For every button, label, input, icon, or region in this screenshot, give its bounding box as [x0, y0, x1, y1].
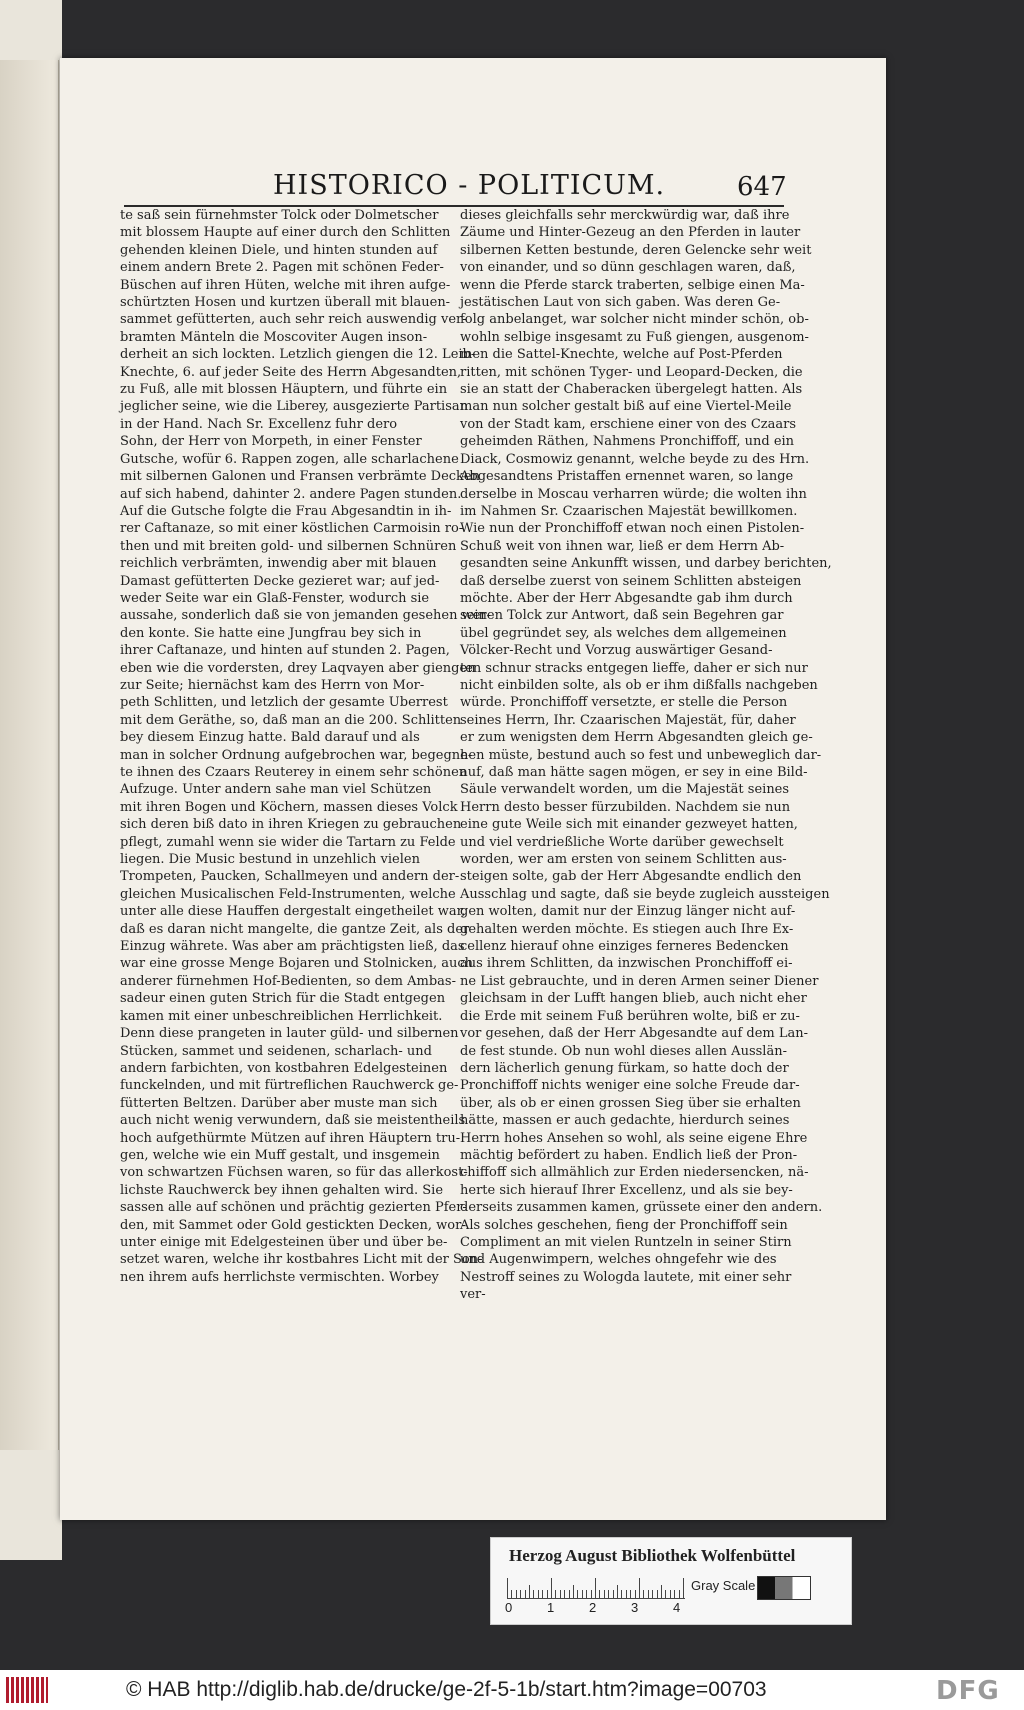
ruler-tick [595, 1578, 596, 1598]
text-line: den, mit Sammet oder Gold gestickten Decken, wor- [120, 1217, 466, 1233]
ruler-tick [643, 1590, 644, 1598]
text-line: Diack, Cosmowiz genannt, welche beyde zu des Hrn. [460, 451, 810, 467]
text-line: den konte. Sie hatte eine Jungfrau bey sich in [120, 625, 422, 641]
text-line: Völcker-Recht und Vorzug auswärtiger Gesand- [460, 643, 773, 659]
text-line: sie an statt der Chaberacken übergelegt hatten. Als [460, 382, 803, 398]
text-line: vor gesehen, daß der Herr Abgesandte auf dem Lan- [460, 1026, 809, 1042]
text-line: sich deren biß dato in ihren Kriegen zu gebrauchen [120, 817, 462, 833]
ruler-tick [507, 1578, 508, 1598]
ruler-tick [542, 1590, 543, 1598]
text-line: liegen. Die Music bestund in unzehlich vielen [120, 852, 420, 868]
ruler-tick [599, 1590, 600, 1598]
text-line: Trompeten, Paucken, Schallmeyen und andern der- [120, 869, 460, 885]
text-line: derselbe in Moscau verharren würde; die wolten ihn [460, 486, 807, 502]
text-line: weder Seite war ein Glaß-Fenster, wodurch sie [120, 590, 430, 606]
text-line: aussahe, sonderlich daß sie von jemanden gesehen wer- [120, 608, 492, 624]
ruler-tick [555, 1590, 556, 1598]
text-line: daß es daran nicht mangelte, die gantze Zeit, als der [120, 921, 470, 937]
text-line: de fest stunde. Ob nun wohl dieses allen Ausslän- [460, 1043, 787, 1059]
text-column-left [120, 207, 492, 1286]
text-line: hätte, massen er auch gedachte, hierdurch seines [460, 1113, 790, 1129]
text-line: lichste Rauchwerck bey ihnen gehalten wird. Sie [120, 1182, 444, 1198]
text-line: gen, welche wie ein Muff gestalt, und insgemein [120, 1147, 440, 1163]
ruler-tick [674, 1590, 675, 1598]
ruler-tick [573, 1585, 574, 1598]
text-line: von einander, und so dünn geschlagen waren, daß, [460, 260, 796, 276]
ruler-tick [683, 1578, 684, 1598]
ruler-tick [533, 1590, 534, 1598]
text-line: then und mit breiten gold- und silbernen Schnüren [120, 538, 457, 554]
ruler-tick [648, 1590, 649, 1598]
text-line: sassen alle auf schönen und prächtig gezierten Pfer- [120, 1200, 467, 1216]
text-line: war eine grosse Menge Bojaren und Stolnicken, auch [120, 956, 474, 972]
viewer-footer [0, 1670, 1024, 1710]
text-line: cellenz hierauf ohne einziges ferneres Bedencken [460, 939, 789, 955]
ruler-tick [551, 1578, 552, 1598]
text-column-right [460, 207, 832, 1304]
text-line: jeglicher seine, wie die Liberey, ausgezierte Partisan [120, 399, 468, 415]
text-line: gleichen Musicalischen Feld-Instrumenten, welche [120, 886, 456, 902]
text-line: Pronchiffoff nichts weniger eine solche Freude dar- [460, 1078, 800, 1094]
text-line: daß derselbe zuerst von seinem Schlitten absteigen [460, 573, 802, 589]
scale-ruler [507, 1576, 685, 1599]
text-line: er zum wenigsten dem Herrn Abgesandten gleich ge- [460, 730, 813, 746]
ruler-tick [661, 1585, 662, 1598]
hab-logo-icon [6, 1677, 48, 1703]
text-line: Gutsche, wofür 6. Rappen zogen, alle scharlachene [120, 451, 459, 467]
text-line: steigen solte, gab der Herr Abgesandte endlich den [460, 869, 802, 885]
text-line: seines Herrn, Ihr. Czaarischen Majestät, für, daher [460, 712, 796, 728]
text-line: Denn diese prangeten in lauter güld- und silbernen [120, 1026, 459, 1042]
color-calibration-plate [490, 1537, 852, 1625]
ruler-tick [630, 1590, 631, 1598]
ruler-number: 4 [673, 1600, 681, 1615]
dfg-logo: DFG [936, 1676, 1000, 1706]
text-line: ne List gebrauchte, und in deren Armen seiner Diener [460, 973, 819, 989]
text-line: setzet waren, welche ihr kostbahres Licht mit der Son- [120, 1252, 483, 1268]
ruler-tick [621, 1590, 622, 1598]
ruler-tick [560, 1590, 561, 1598]
ruler-tick [639, 1578, 640, 1598]
text-line: Wie nun der Pronchiffoff etwan noch einen Pistolen- [460, 521, 805, 537]
text-line: jestätischen Laut von sich gaben. Was deren Ge- [460, 295, 781, 311]
text-line: Sohn, der Herr von Morpeth, in einer Fenster [120, 434, 422, 450]
ruler-tick [665, 1590, 666, 1598]
text-line: nicht einbilden solte, als ob er ihm dißfalls nachgeben [460, 677, 818, 693]
ruler-tick [516, 1590, 517, 1598]
text-line: te ihnen des Czaars Reuterey in einem sehr schönen [120, 765, 468, 780]
text-line: unter alle diese Hauffen dergestalt eingetheilet war, [120, 904, 466, 920]
text-line: gehenden kleinen Diele, und hinten stunden auf [120, 242, 438, 258]
text-line: übel gegründet sey, als welches dem allgemeinen [460, 625, 787, 641]
text-line: sadeur einen guten Strich für die Stadt entgegen [120, 991, 446, 1007]
text-line: sammet gefütterten, auch sehr reich auswendig ver- [120, 312, 467, 328]
text-line: mit ihren Bogen und Köchern, massen dieses Volck [120, 799, 458, 815]
text-line: men die Sattel-Knechte, welche auf Post-Pferden [460, 347, 783, 363]
text-line: unter einige mit Edelgesteinen über und über be- [120, 1234, 448, 1250]
text-line: pflegt, zumahl wenn sie wider die Tartarn zu Felde [120, 834, 456, 850]
ruler-tick [670, 1590, 671, 1598]
text-line: anderer fürnehmen Hof-Bedienten, so dem Ambas- [120, 973, 456, 989]
ruler-tick [652, 1590, 653, 1598]
running-header: HISTORICO - POLITICUM. [273, 170, 666, 201]
ruler-number: 1 [547, 1600, 555, 1615]
ruler-tick [586, 1590, 587, 1598]
text-line: nen ihrem aufs herrlichste vermischten. Worbey [120, 1269, 439, 1285]
text-line: silbernen Ketten bestunde, deren Gelencke sehr weit [460, 242, 812, 258]
ruler-tick [529, 1585, 530, 1598]
ruler-tick [564, 1590, 565, 1598]
text-line: mit blossem Haupte auf einer durch den Schlitten [120, 225, 451, 241]
text-line: würde. Pronchiffoff versetzte, er stelle die Person [460, 695, 788, 711]
text-line: fütterten Beltzen. Darüber aber muste man sich [120, 1095, 438, 1111]
text-line: derheit an sich lockten. Letzlich giengen die 12. Leib- [120, 347, 476, 363]
ruler-number: 2 [589, 1600, 597, 1615]
text-line: und Augenwimpern, welches ohngefehr wie des [460, 1252, 777, 1268]
text-line: in der Hand. Nach Sr. Excellenz fuhr dero [120, 416, 398, 432]
text-line: ver- [460, 1287, 486, 1303]
text-line: mit dem Geräthe, so, daß man an die 200. Schlitten [120, 712, 462, 728]
text-line: mächtig befördert zu haben. Endlich ließ der Pron- [460, 1147, 798, 1163]
ruler-tick [608, 1590, 609, 1598]
text-line: auch nicht wenig verwundern, daß sie meistentheils [120, 1113, 466, 1129]
text-line: eben wie die vordersten, drey Laqvayen aber giengen [120, 660, 476, 676]
text-line: herte sich hierauf Ihrer Excellenz, und als sie bey- [460, 1182, 793, 1198]
text-line: Büschen auf ihren Hüten, welche mit ihren aufge- [120, 277, 451, 293]
text-line: Stücken, sammet und seidenen, scharlach- und [120, 1043, 432, 1059]
ruler-tick [538, 1590, 539, 1598]
text-line: aus ihrem Schlitten, da inzwischen Pronchiffoff ei- [460, 956, 793, 972]
text-line: reichlich verbrämten, inwendig aber mit blauen [120, 556, 437, 572]
ruler-tick [569, 1590, 570, 1598]
text-line: gesandten seine Ankunfft wissen, und darbey berichten, [460, 556, 832, 572]
text-line: Nestroff seines zu Wologda lautete, mit einer sehr [460, 1269, 792, 1285]
text-line: man in solcher Ordnung aufgebrochen war, begegne- [120, 747, 473, 763]
text-line: bramten Mänteln die Moscoviter Augen inson- [120, 329, 428, 345]
ruler-tick [547, 1590, 548, 1598]
text-line: mit silbernen Galonen und Fransen verbrämte Decken [120, 469, 481, 485]
ruler-tick [679, 1590, 680, 1598]
facing-page-edge [0, 60, 59, 1450]
text-line: ten schnur stracks entgegen lieffe, daher er sich nur [460, 660, 808, 676]
text-line: andern farbichten, von kostbahren Edelgesteinen [120, 1060, 448, 1076]
text-line: gehalten werden möchte. Es stiegen auch Ihre Ex- [460, 921, 794, 937]
text-line: Herrn hohes Ansehen so wohl, als seine eigene Ehre [460, 1130, 808, 1146]
text-line: auf sich habend, dahinter 2. andere Pagen stunden. [120, 486, 462, 502]
text-line: Zäume und Hinter-Gezeug an den Pferden in lauter [460, 225, 801, 241]
text-line: auf, daß man hätte sagen mögen, er sey in eine Bild- [460, 765, 808, 780]
ruler-tick [591, 1590, 592, 1598]
text-line: die Erde mit seinem Fuß berühren wolte, biß er zu- [460, 1008, 800, 1024]
ruler-number: 3 [631, 1600, 639, 1615]
text-line: peth Schlitten, und letzlich der gesamte Uberrest [120, 695, 448, 711]
page-number: 647 [737, 172, 787, 202]
ruler-tick [635, 1590, 636, 1598]
source-link[interactable]: © HAB http://diglib.hab.de/drucke/ge-2f-5-1b/start.htm?image=00703 [126, 1678, 767, 1701]
text-line: einem andern Brete 2. Pagen mit schönen Feder- [120, 260, 444, 276]
text-line: Damast gefütterten Decke gezieret war; auf jed- [120, 573, 440, 589]
library-title: Herzog August Bibliothek Wolfenbüttel [509, 1546, 796, 1565]
text-line: Aufzuge. Unter andern sahe man viel Schützen [120, 782, 432, 798]
text-line: ihrer Caftanaze, und hinten auf stunden 2. Pagen, [120, 643, 450, 659]
text-line: Einzug währete. Was aber am prächtigsten ließ, das [120, 939, 465, 955]
text-line: Ausschlag und sagte, daß sie beyde zugleich aussteigen [460, 886, 830, 902]
ruler-tick [617, 1585, 618, 1598]
text-line: Schuß weit von ihnen war, ließ er dem Herrn Ab- [460, 538, 785, 554]
text-line: dern lächerlich genung fürkam, so hatte doch der [460, 1060, 789, 1076]
text-line: im Nahmen Sr. Czaarischen Majestät bewillkomen. [460, 503, 798, 519]
text-line: gen wolten, damit nur der Einzug länger nicht auf- [460, 904, 796, 920]
ruler-number: 0 [505, 1600, 513, 1615]
text-line: Compliment an mit vielen Runtzeln in seiner Stirn [460, 1234, 792, 1250]
gray-scale-swatch [757, 1576, 811, 1600]
text-line: rer Caftanaze, so mit einer köstlichen Carmoisin ro- [120, 521, 464, 537]
text-line: geheimden Räthen, Nahmens Pronchiffoff, und ein [460, 434, 795, 450]
text-line: kamen mit einer unbeschreiblichen Herrlichkeit. [120, 1008, 443, 1024]
text-line: wohln selbige insgesamt zu Fuß giengen, ausgenom- [460, 329, 809, 345]
text-line: möchte. Aber der Herr Abgesandte gab ihm durch [460, 590, 793, 606]
text-line: ritten, mit schönen Tyger- und Leopard-Decken, die [460, 364, 803, 380]
ruler-tick [525, 1590, 526, 1598]
text-line: Herrn desto besser fürzubilden. Nachdem sie nun [460, 799, 791, 815]
ruler-tick [626, 1590, 627, 1598]
text-line: über, als ob er einen grossen Sieg über sie erhalten [460, 1095, 801, 1111]
text-line: te saß sein fürnehmster Tolck oder Dolmetscher [120, 208, 439, 223]
text-line: schürtzten Hosen und kurtzen überall mit blauen- [120, 295, 451, 311]
text-line: hoch aufgethürmte Mützen auf ihren Häuptern tru- [120, 1130, 461, 1146]
text-line: eine gute Weile sich mit einander gezweyet hatten, [460, 817, 798, 833]
text-line: Abgesandtens Pristaffen ernennet waren, so lange [460, 469, 794, 485]
text-line: Knechte, 6. auf jeder Seite des Herrn Abgesandten, [120, 364, 462, 380]
text-line: worden, wer am ersten von seinem Schlitten aus- [460, 852, 787, 868]
text-line: funckelnden, und mit fürtreflichen Rauchwerck ge- [120, 1078, 459, 1094]
text-line: dieses gleichfalls sehr merckwürdig war, daß ihre [460, 208, 790, 223]
text-line: Säule verwandelt worden, um die Majestät seines [460, 782, 790, 798]
text-line: chiffoff sich allmählich zur Erden niedersencken, nä- [460, 1165, 809, 1181]
text-line: seinen Tolck zur Antwort, daß sein Begehren gar [460, 608, 784, 624]
text-line: man nun solcher gestalt biß auf eine Viertel-Meile [460, 399, 792, 415]
ruler-tick [582, 1590, 583, 1598]
ruler-tick [657, 1590, 658, 1598]
text-line: hen müste, bestund auch so fest und unbeweglich dar- [460, 747, 822, 763]
text-line: zur Seite; hiernächst kam des Herrn von Mor- [120, 677, 425, 693]
text-line: Auf die Gutsche folgte die Frau Abgesandtin in ih- [120, 503, 452, 519]
text-line: gleichsam in der Lufft hangen blieb, auch nicht eher [460, 991, 807, 1007]
text-line: Als solches geschehen, fieng der Pronchiffoff sein [460, 1217, 788, 1233]
ruler-tick [604, 1590, 605, 1598]
text-line: wenn die Pferde starck traberten, selbige einen Ma- [460, 277, 805, 293]
text-line: von der Stadt kam, erschiene einer von des Czaars [460, 416, 797, 432]
text-line: derseits zusammen kamen, grüssete einer den andern. [460, 1200, 823, 1216]
ruler-tick [511, 1590, 512, 1598]
text-line: bey diesem Einzug hatte. Bald darauf und als [120, 730, 420, 746]
text-line: folg anbelanget, war solcher nicht minder schön, ob- [460, 312, 809, 328]
text-line: und viel verdrießliche Worte darüber gewechselt [460, 834, 784, 850]
text-line: von schwartzen Füchsen waren, so für das allerkost- [120, 1165, 468, 1181]
gray-scale-label: Gray Scale [691, 1578, 756, 1593]
text-line: zu Fuß, alle mit blossen Häuptern, und führte ein [120, 382, 448, 398]
ruler-tick [520, 1590, 521, 1598]
ruler-tick [613, 1590, 614, 1598]
ruler-tick [577, 1590, 578, 1598]
